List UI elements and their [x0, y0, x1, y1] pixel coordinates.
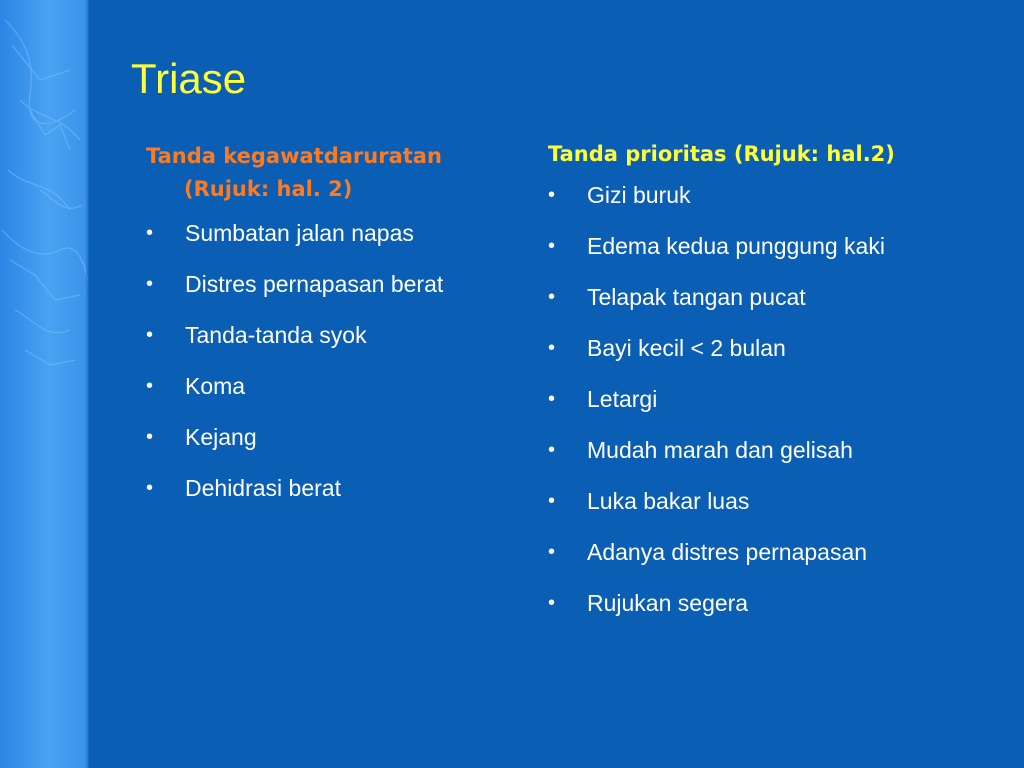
bullet-icon: • [548, 592, 556, 614]
list-item [146, 270, 516, 298]
bullet-icon: • [548, 337, 556, 359]
bullet-icon: • [548, 235, 556, 257]
list-item [548, 589, 1008, 617]
list-item [548, 538, 1008, 566]
list-item [548, 385, 1008, 413]
list-item [146, 423, 516, 451]
sketch-decoration-icon [0, 0, 88, 768]
slide-title: Triase [131, 55, 247, 102]
list-item [146, 372, 516, 400]
list-item-text: Edema kedua punggung kaki [587, 233, 885, 259]
bullet-icon: • [548, 184, 556, 206]
right-bullet-list [548, 181, 1008, 617]
list-item [548, 334, 1008, 362]
bullet-icon: • [146, 426, 154, 448]
right-column-priority-signs [548, 138, 1008, 640]
list-item-text: Dehidrasi berat [185, 475, 341, 501]
bullet-icon: • [548, 541, 556, 563]
list-item-text: Koma [185, 373, 246, 399]
left-heading-line1: Tanda kegawatdaruratan [146, 144, 442, 168]
bullet-icon: • [146, 273, 154, 295]
decorative-side-strip [0, 0, 88, 768]
left-column-emergency-signs [146, 140, 516, 525]
bullet-icon: • [146, 324, 154, 346]
list-item [146, 321, 516, 349]
list-item [146, 474, 516, 502]
list-item [548, 436, 1008, 464]
left-column-heading [146, 140, 516, 206]
list-item [548, 232, 1008, 260]
bullet-icon: • [548, 286, 556, 308]
bullet-icon: • [548, 439, 556, 461]
strip-edge-divider [86, 0, 89, 768]
right-column-heading: Tanda prioritas (Rujuk: hal.2) [548, 142, 895, 166]
bullet-icon: • [146, 222, 154, 244]
list-item-text: Adanya distres pernapasan [587, 539, 868, 565]
list-item-text: Telapak tangan pucat [587, 284, 806, 310]
bullet-icon: • [548, 388, 556, 410]
bullet-icon: • [146, 477, 154, 499]
list-item-text: Gizi buruk [587, 182, 691, 208]
list-item-text: Letargi [587, 386, 658, 412]
list-item-text: Mudah marah dan gelisah [587, 437, 853, 463]
list-item-text: Bayi kecil < 2 bulan [587, 335, 786, 361]
list-item [548, 283, 1008, 311]
list-item [548, 181, 1008, 209]
left-heading-line2: (Rujuk: hal. 2) [184, 177, 353, 201]
list-item-text: Rujukan segera [587, 590, 749, 616]
bullet-icon: • [548, 490, 556, 512]
list-item-text: Distres pernapasan berat [185, 271, 444, 297]
left-bullet-list [146, 219, 516, 502]
list-item-text: Luka bakar luas [587, 488, 750, 514]
list-item [548, 487, 1008, 515]
list-item [146, 219, 516, 247]
list-item-text: Sumbatan jalan napas [185, 220, 414, 246]
list-item-text: Tanda-tanda syok [185, 322, 367, 348]
list-item-text: Kejang [185, 424, 257, 450]
bullet-icon: • [146, 375, 154, 397]
